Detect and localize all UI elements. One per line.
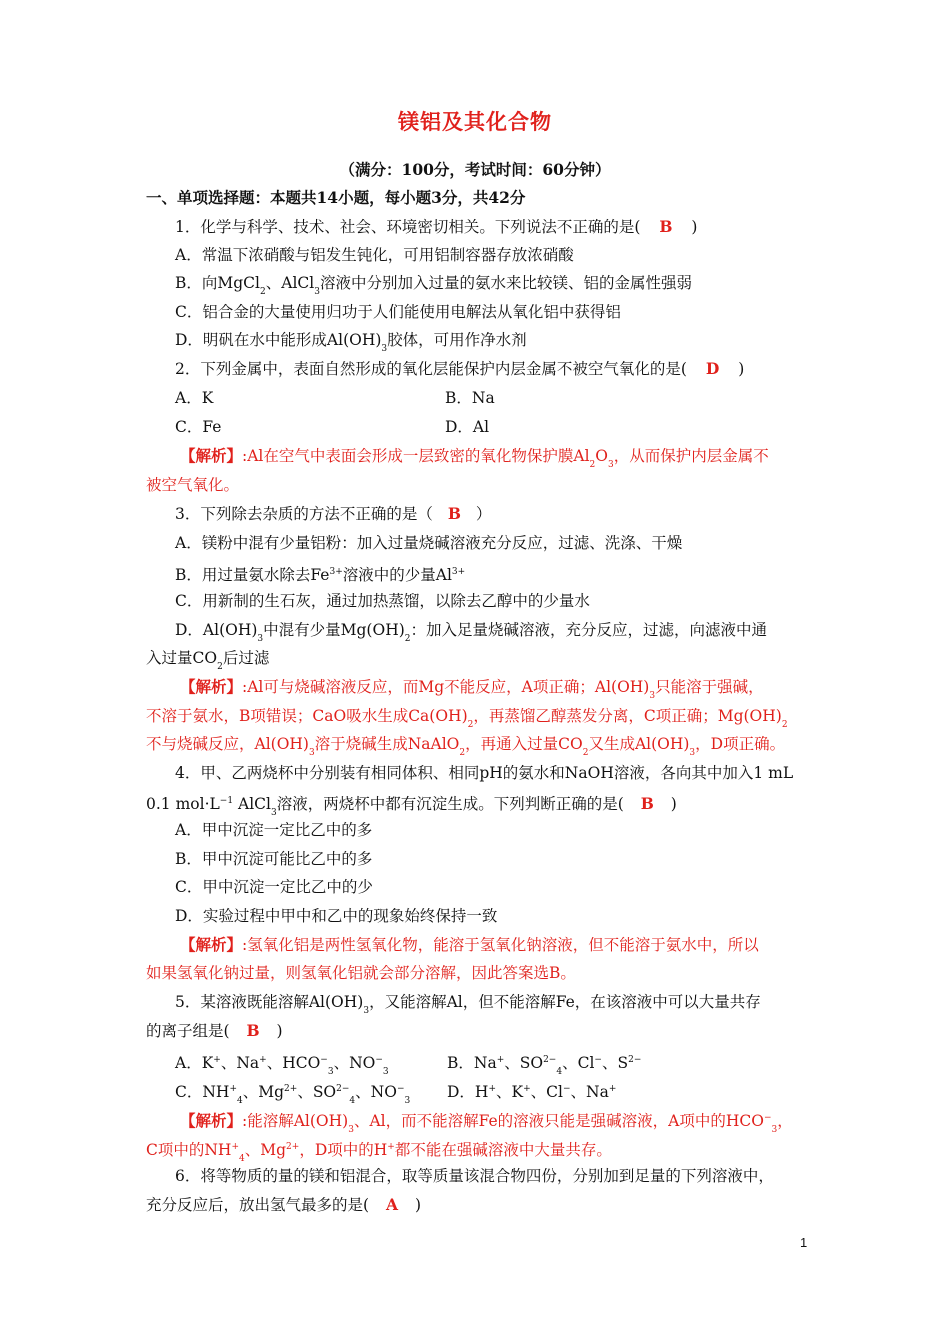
option-c xyxy=(175,1079,410,1111)
option-text: D．Al(OH) xyxy=(175,621,258,639)
option-a xyxy=(175,1050,389,1082)
subscript: 2 xyxy=(404,634,411,644)
explanation-text: ，从而保护内层金属不 xyxy=(613,447,769,465)
option-d: D．实验过程中甲中和乙中的现象始终保持一致 xyxy=(175,907,498,925)
question-stem-close: ) xyxy=(414,1196,422,1214)
explanation xyxy=(180,446,769,475)
answer-mark: B xyxy=(659,217,673,236)
explanation-text: ，D项正确。 xyxy=(695,735,786,753)
superscript: + xyxy=(229,1084,237,1094)
question-stem-text: ，又能溶解Al，但不能溶解Fe，在该溶液中可以大量共存 xyxy=(369,993,761,1011)
superscript: 2+ xyxy=(284,1084,298,1094)
superscript: + xyxy=(213,1055,221,1065)
option-b xyxy=(175,562,465,585)
option-text: 入过量CO xyxy=(146,649,218,667)
superscript: 2− xyxy=(336,1084,350,1094)
option-text: 、SO xyxy=(297,1083,337,1101)
explanation-text: :Al可与烧碱溶液反应，而Mg不能反应，A项正确；Al(OH) xyxy=(242,678,650,696)
question-stem-text: 充分反应后，放出氢气最多的是( xyxy=(146,1196,370,1214)
superscript: + xyxy=(496,1055,505,1065)
explanation-label: 【解析】 xyxy=(180,446,243,465)
option-text: 胶体，可用作净水剂 xyxy=(387,331,527,349)
explanation-text: :氢氧化铝是两性氢氧化物，能溶于氢氧化钠溶液，但不能溶于氨水中，所以 xyxy=(242,936,759,954)
option-text: 、NO xyxy=(333,1054,376,1072)
question-4-stem-continued xyxy=(146,791,677,823)
option-text: D．明矾在水中能形成Al(OH) xyxy=(175,331,382,349)
option-b: B．甲中沉淀可能比乙中的多 xyxy=(175,850,373,868)
option-text: C．NH xyxy=(175,1083,230,1101)
explanation-text: 、Mg xyxy=(244,1141,287,1159)
explanation-text: O xyxy=(595,447,608,465)
option-text: 、Na xyxy=(220,1054,260,1072)
subscript: 3 xyxy=(381,344,388,354)
punctuation: ， xyxy=(777,1112,793,1130)
option-a: A．常温下浓硝酸与铝发生钝化，可用铝制容器存放浓硝酸 xyxy=(175,246,574,264)
page-number: 1 xyxy=(800,1235,808,1250)
answer-mark: A xyxy=(386,1195,399,1214)
explanation xyxy=(180,935,759,955)
subscript: 2 xyxy=(217,662,223,672)
question-6-stem-continued xyxy=(146,1195,421,1215)
exam-info: （满分：100分，考试时间：60分钟） xyxy=(339,160,611,179)
explanation-text: 溶于烧碱生成NaAlO xyxy=(314,735,460,753)
option-d-continued xyxy=(146,648,269,677)
question-stem-text: 的离子组是( xyxy=(146,1022,230,1040)
answer-mark: B xyxy=(447,504,461,523)
option-text: 、Mg xyxy=(242,1083,285,1101)
superscript: − xyxy=(763,1113,772,1123)
option-a: A．K xyxy=(175,389,214,407)
question-stem-close: ) xyxy=(738,360,745,378)
option-text: 、NO xyxy=(355,1083,397,1101)
explanation-text: :Al在空气中表面会形成一层致密的氧化物保护膜Al xyxy=(242,447,590,465)
question-stem-text: 2．下列金属中，表面自然形成的氧化层能保护内层金属不被空气氧化的是( xyxy=(175,360,687,378)
explanation-label: 【解析】 xyxy=(180,677,243,696)
subscript: 3 xyxy=(348,1125,354,1135)
option-text: 中混有少量Mg(OH) xyxy=(263,621,405,639)
superscript: + xyxy=(231,1142,239,1152)
superscript: − xyxy=(396,1084,405,1094)
question-stem-text: AlCl xyxy=(233,795,271,813)
explanation-text: ，再蒸馏乙醇蒸发分离，C项正确；Mg(OH) xyxy=(473,707,782,725)
question-stem-text: 1．化学与科学、技术、社会、环境密切相关。下列说法不正确的是( xyxy=(175,218,641,236)
subscript: 4 xyxy=(237,1096,243,1106)
superscript: 2− xyxy=(543,1055,557,1065)
subscript: 2 xyxy=(467,720,474,730)
option-text: 后过滤 xyxy=(222,649,270,667)
option-a: A．镁粉中混有少量铝粉：加入过量烧碱溶液充分反应，过滤、洗涤、干燥 xyxy=(175,534,683,552)
superscript: − xyxy=(375,1055,383,1065)
subscript: 2 xyxy=(459,748,466,758)
superscript: 3+ xyxy=(451,567,466,577)
superscript: − xyxy=(562,1084,571,1094)
option-text: B．向MgCl xyxy=(175,274,261,292)
explanation-text: 又生成Al(OH) xyxy=(588,735,690,753)
explanation-text: ，再通入过量CO xyxy=(465,735,583,753)
explanation-text: 、Al，而不能溶解Fe的溶液只能是强碱溶液，A项中的HCO xyxy=(353,1112,764,1130)
superscript: − xyxy=(594,1055,602,1065)
option-text: 、Na xyxy=(570,1083,609,1101)
answer-mark: B xyxy=(640,794,654,813)
option-c: C．甲中沉淀一定比乙中的少 xyxy=(175,878,373,896)
subscript: 3 xyxy=(308,748,315,758)
option-text: 、HCO xyxy=(266,1054,321,1072)
question-stem-text: 溶液，两烧杯中都有沉淀生成。下列判断正确的是( xyxy=(276,795,624,813)
subscript: 4 xyxy=(239,1154,245,1164)
option-text: 溶液中的少量Al xyxy=(342,566,452,584)
explanation-continued xyxy=(146,706,788,735)
question-stem-text: 3．下列除去杂质的方法不正确的是（ xyxy=(175,505,433,523)
explanation-text: :能溶解Al(OH) xyxy=(242,1112,349,1130)
question-stem-close: ) xyxy=(691,218,698,236)
question-3-stem xyxy=(175,504,491,524)
option-text: ：加入足量烧碱溶液，充分反应，过滤，向滤液中通 xyxy=(410,621,768,639)
superscript: + xyxy=(608,1084,617,1094)
explanation-text: 都不能在强碱溶液中大量共存。 xyxy=(394,1141,612,1159)
option-text: B．用过量氨水除去Fe xyxy=(175,566,330,584)
option-b xyxy=(447,1050,641,1082)
subscript: 2 xyxy=(589,460,596,470)
subscript: 4 xyxy=(556,1067,563,1077)
subscript: 2 xyxy=(582,748,589,758)
subscript: 3 xyxy=(649,691,656,701)
question-stem-text: 0.1 mol·L xyxy=(146,795,220,813)
option-text: 、SO xyxy=(504,1054,544,1072)
option-text: 、Cl xyxy=(562,1054,595,1072)
explanation-text: 不溶于氨水，B项错误；CaO吸水生成Ca(OH) xyxy=(146,707,468,725)
superscript: 2− xyxy=(628,1055,642,1065)
subscript: 3 xyxy=(771,1125,778,1135)
superscript: + xyxy=(523,1084,531,1094)
question-stem-close: ) xyxy=(276,1022,283,1040)
subscript: 3 xyxy=(327,1067,334,1077)
superscript: + xyxy=(488,1084,496,1094)
option-text: 、AlCl xyxy=(265,274,315,292)
explanation-continued: 如果氢氧化钠过量，则氢氧化铝就会部分溶解，因此答案选B。 xyxy=(146,964,576,982)
option-d xyxy=(175,330,527,359)
answer-mark: D xyxy=(705,359,720,378)
option-d xyxy=(175,620,767,649)
question-2-stem xyxy=(175,359,744,379)
option-text: 、Cl xyxy=(530,1083,563,1101)
superscript: + xyxy=(259,1055,267,1065)
explanation-label: 【解析】 xyxy=(180,935,243,954)
explanation-text: 只能溶于强碱， xyxy=(655,678,764,696)
option-text: D．H xyxy=(447,1083,489,1101)
option-d xyxy=(447,1079,616,1102)
explanation-label: 【解析】 xyxy=(180,1111,243,1130)
option-text: A．K xyxy=(175,1054,214,1072)
subscript: 3 xyxy=(404,1096,411,1106)
option-b xyxy=(175,273,692,302)
section-heading: 一、单项选择题：本题共14小题，每小题3分，共42分 xyxy=(146,188,526,207)
subscript: 4 xyxy=(349,1096,356,1106)
option-c: C．铝合金的大量使用归功于人们能使用电解法从氧化铝中获得铝 xyxy=(175,303,621,321)
option-a: A．甲中沉淀一定比乙中的多 xyxy=(175,821,373,839)
question-4-stem: 4．甲、乙两烧杯中分别装有相同体积、相同pH的氨水和NaOH溶液，各向其中加入1 mL xyxy=(175,764,794,782)
question-stem-close: ） xyxy=(475,505,492,523)
explanation xyxy=(180,677,764,706)
option-c: C．Fe xyxy=(175,418,222,436)
subscript: 3 xyxy=(363,1006,370,1016)
question-stem-text: 5．某溶液既能溶解Al(OH) xyxy=(175,993,364,1011)
explanation-continued xyxy=(146,1137,612,1169)
subscript: 3 xyxy=(689,748,696,758)
answer-mark: B xyxy=(246,1021,260,1040)
explanation xyxy=(180,1108,793,1140)
subscript: 2 xyxy=(781,720,788,730)
option-d: D．Al xyxy=(445,418,490,436)
question-6-stem: 6．将等物质的量的镁和铝混合，取等质量该混合物四份，分别加到足量的下列溶液中， xyxy=(175,1167,774,1185)
explanation-text: 不与烧碱反应，Al(OH) xyxy=(146,735,309,753)
option-b: B．Na xyxy=(445,389,495,407)
option-text: 、S xyxy=(601,1054,629,1072)
explanation-text: C项中的NH xyxy=(146,1141,232,1159)
superscript: 3+ xyxy=(329,567,343,577)
superscript: + xyxy=(387,1142,395,1152)
question-1-stem xyxy=(175,217,697,237)
subscript: 3 xyxy=(382,1067,389,1077)
superscript: 2+ xyxy=(286,1142,300,1152)
option-c: C．用新制的生石灰，通过加热蒸馏，以除去乙醇中的少量水 xyxy=(175,592,590,610)
option-text: 、K xyxy=(496,1083,524,1101)
subscript: 3 xyxy=(270,808,277,818)
question-stem-close: ) xyxy=(670,795,677,813)
subscript: 3 xyxy=(314,287,320,297)
subscript: 2 xyxy=(260,287,266,297)
explanation-continued: 被空气氧化。 xyxy=(146,476,240,494)
page-title: 镁铝及其化合物 xyxy=(398,109,552,134)
question-5-stem-continued xyxy=(146,1021,283,1041)
superscript: − xyxy=(320,1055,328,1065)
option-text: 溶液中分别加入过量的氨水来比较镁、铝的金属性强弱 xyxy=(319,274,692,292)
question-5-stem xyxy=(175,992,761,1021)
subscript: 3 xyxy=(257,634,264,644)
explanation-text: ，D项中的H xyxy=(299,1141,388,1159)
subscript: 3 xyxy=(608,460,614,470)
explanation-continued xyxy=(146,734,785,763)
option-text: B．Na xyxy=(447,1054,497,1072)
superscript: −1 xyxy=(219,796,234,806)
